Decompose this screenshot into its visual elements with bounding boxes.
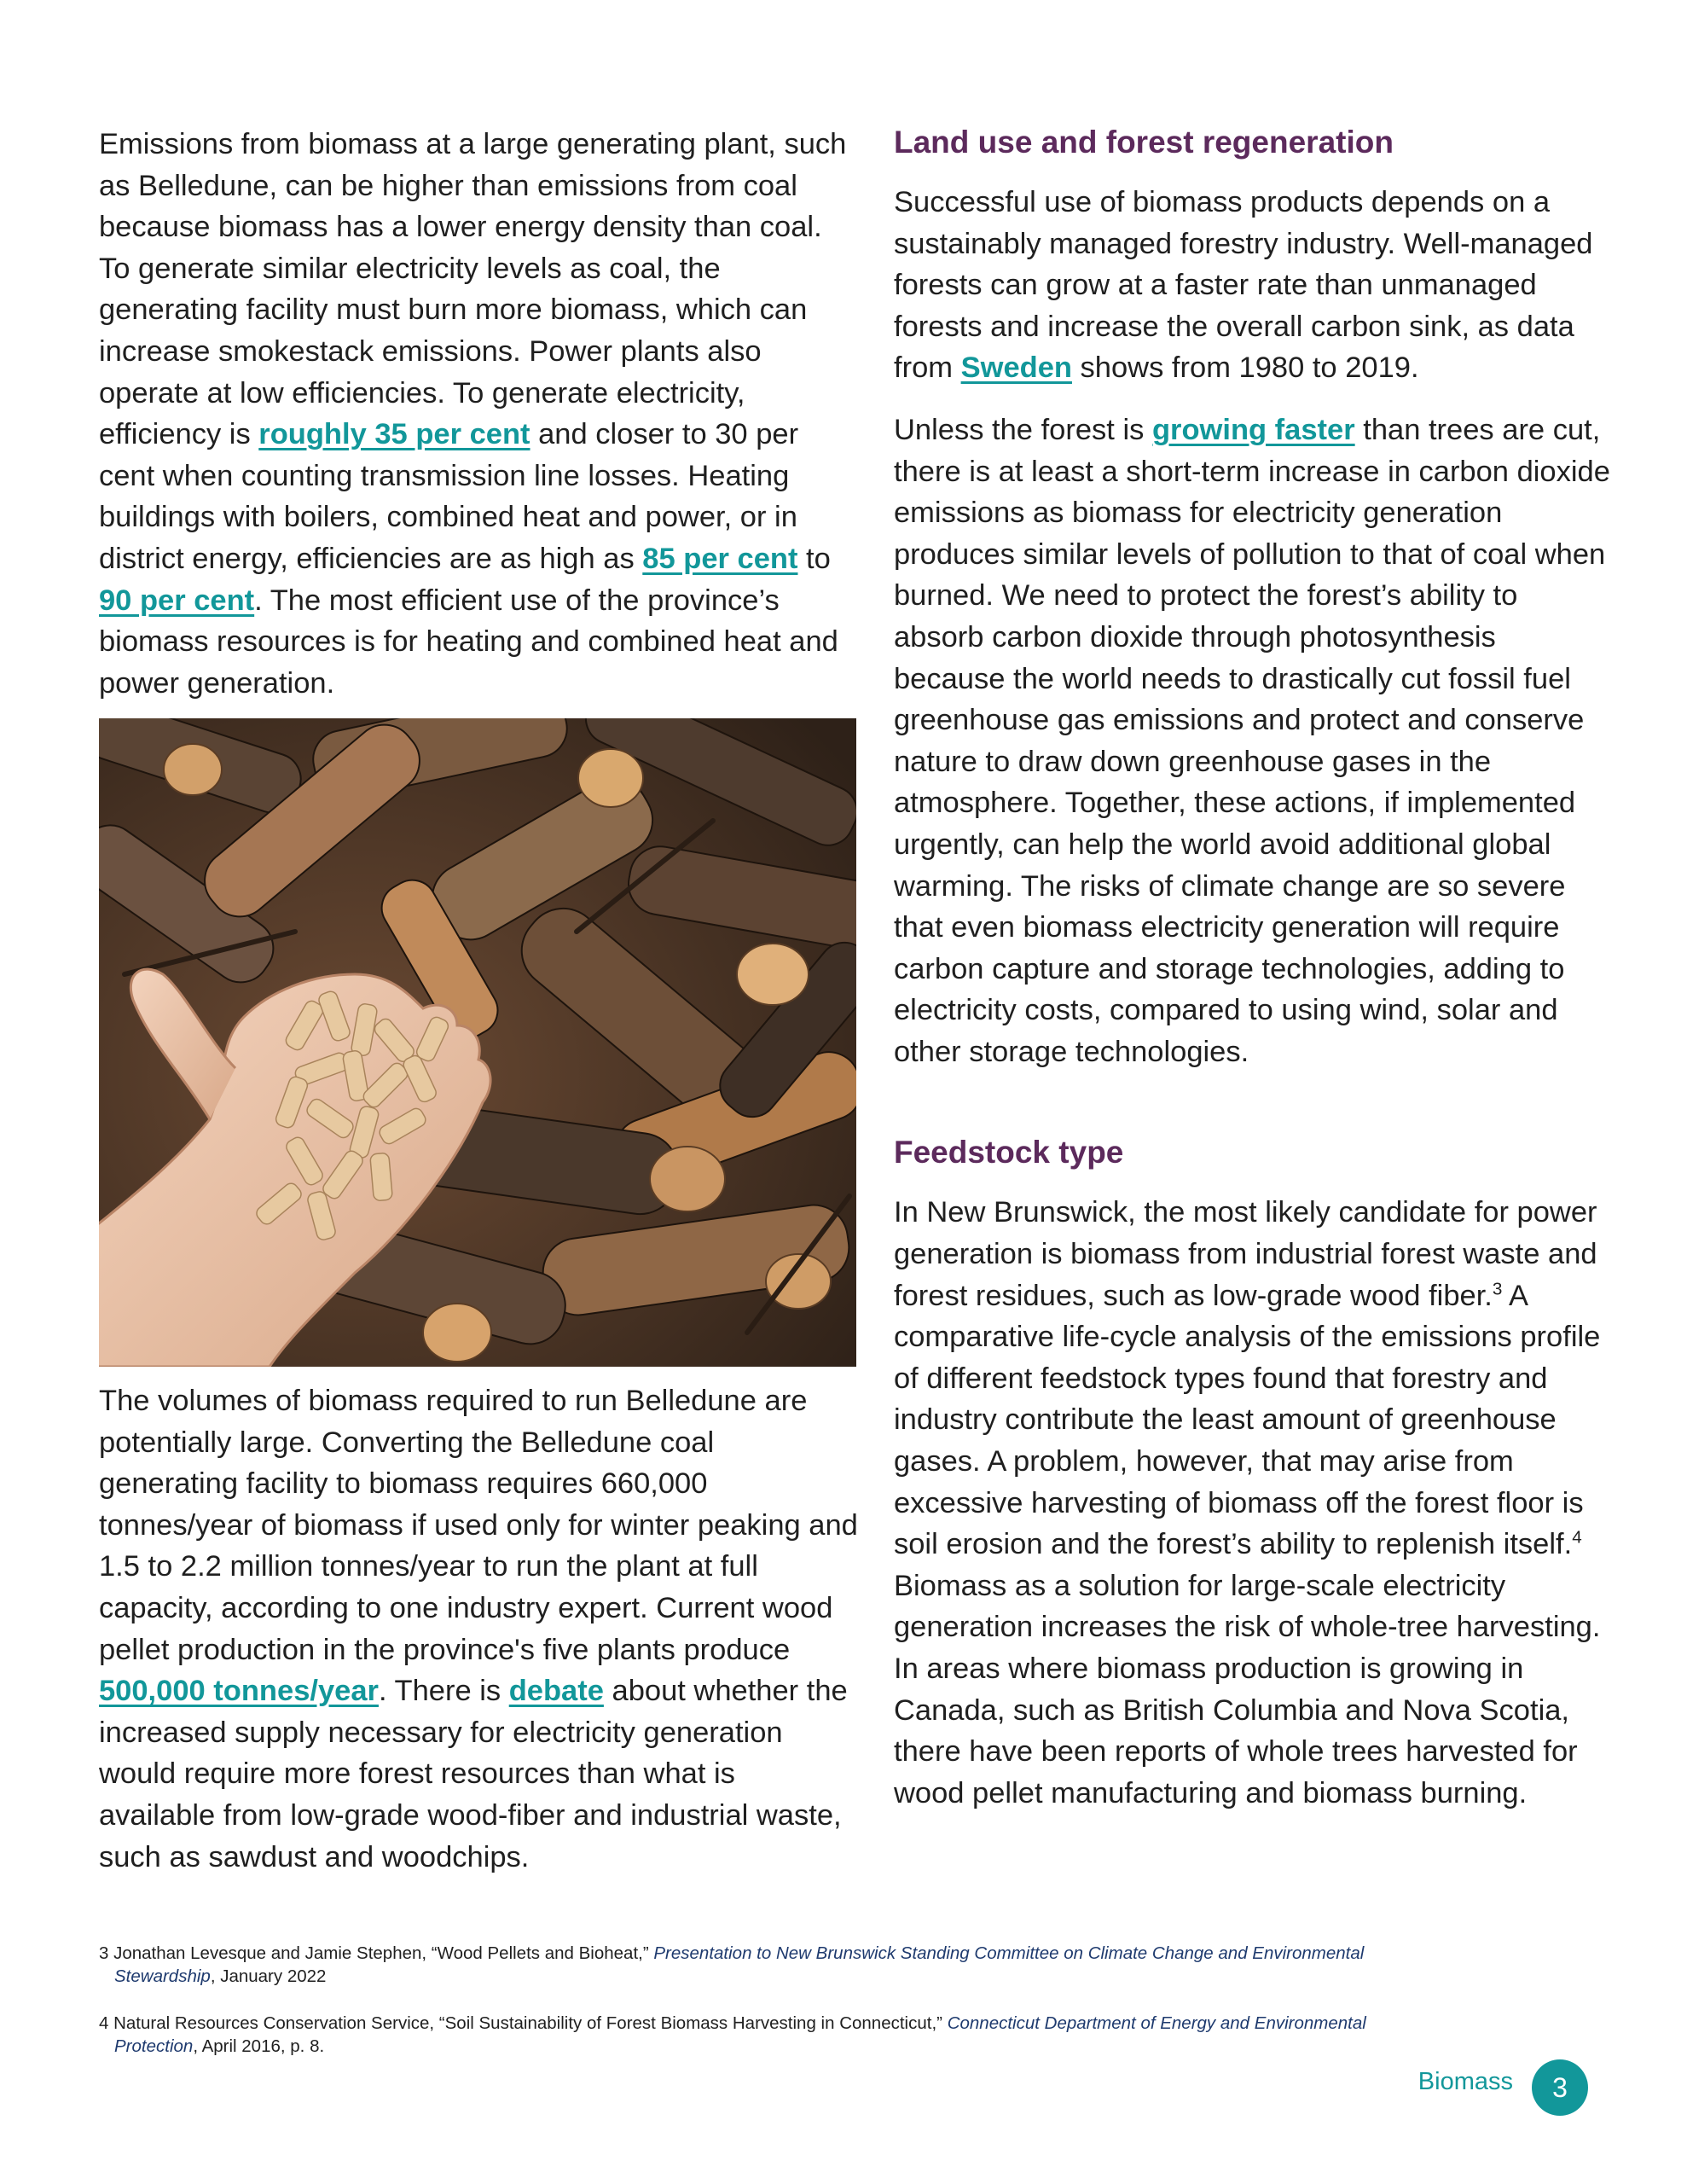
link-roughly-35-per-cent[interactable]: roughly 35 per cent [258,418,530,451]
hand-with-wood-pellets-photo-icon [99,718,856,1367]
right-paragraph-2: Unless the forest is growing faster than trees are cut, there is at least a short-term increase in carbon dioxide emissions as biomass for electricity generation produces similar levels of pollution to that of coal when burned. We need to protect the forest’s ability to absorb carbon dioxide through photosynthesis because the world needs to drastically cut fossil fuel greenhouse gas emissions and protect and conserve nature to draw down greenhouse gases in the atmosphere. Together, these actions, if implemented urgently, can help the world avoid additional global warming. The risks of climate change are so severe that even biomass electricity generation will require carbon capture and storage technologies, adding to electricity costs, compared to using wind, solar and other storage technologies. [894,413,1610,1068]
footnote-ref-3[interactable]: 3 [1492,1279,1503,1299]
footnote-3: 3 Jonathan Levesque and Jamie Stephen, “Wood Pellets and Bioheat,” Presentation to New Brunswick Standing Committee on Climate Change and Environmental Stewardship, January 2022 [99,1943,1365,1986]
right-paragraph-3: In New Brunswick, the most likely candidate for power generation is biomass from industrial forest waste and forest residues, such as low-grade wood fiber.$^3$ A comparative life-cycle analysis of the emissions profile of different feedstock types found that forestry and industry contribute the least amount of greenhouse gases. A problem, however, that may arise from excessive harvesting of biomass off the forest floor is soil erosion and the forest’s ability to replenish itself.$^4$ Biomass as a solution for large-scale electricity generation increases the risk of whole-tree harvesting. In areas where biomass production is growing in Canada, such as British Columbia and Nova Scotia, there have been reports of whole trees harvested for wood pellet manufacturing and biomass burning. [894,1196,1601,1809]
link-85-per-cent[interactable]: 85 per cent [642,542,798,575]
link-debate[interactable]: debate [508,1675,604,1708]
biomass-pellets-photo [99,718,856,1367]
right-column [894,0,1610,1814]
right-paragraph-1: Successful use of biomass products depends on a sustainably managed forestry industry. Well-managed forests can grow at a faster rate than unmanaged forests and increase the overall carbon sink, as data from Sweden shows from 1980 to 2019. [894,186,1593,385]
link-90-per-cent[interactable]: 90 per cent [99,584,255,617]
page-number-badge: 3 [1532,2059,1588,2116]
left-paragraph-1: Emissions from biomass at a large generating plant, such as Belledune, can be higher than emissions from coal because biomass has a lower energy density than coal. To generate similar electricity levels as coal, the generating facility must burn more biomass, which can increase smokestack emissions. Power plants also operate at low efficiencies. To generate electricity, efficiency is roughly 35 per cent and closer to 30 per cent when counting transmission line losses. Heating buildings with boilers, combined heat and power, or in district energy, efficiencies are as high as 85 per cent to 90 per cent. The most efficient use of the province’s biomass resources is for heating and combined heat and power generation. [99,128,847,700]
link-500000-tonnes-year[interactable]: 500,000 tonnes/year [99,1675,379,1708]
link-sweden[interactable]: Sweden [960,351,1072,385]
footer-section-label: Biomass [1417,2068,1513,2095]
footnote-4: 4 Natural Resources Conservation Service, “Soil Sustainability of Forest Biomass Harvesting in Connecticut,” Connecticut Department of Energy and Environmental Protection, April 2016, p. 8. [99,2013,1366,2056]
footnote-ref-4[interactable]: 4 [1572,1527,1582,1548]
left-column [99,0,858,1873]
left-paragraph-2: The volumes of biomass required to run Belledune are potentially large. Converting the Belledune coal generating facility to biomass requires 660,000 tonnes/year of biomass if used only for winter peaking and 1.5 to 2.2 million tonnes/year to run the plant at full capacity, according to one industry expert. Current wood pellet production in the province's five plants produce 500,000 tonnes/year. There is debate about whether the increased supply necessary for electricity generation would require more forest resources than what is available from low-grade wood-fiber and industrial waste, such as sawdust and woodchips. [99,1385,858,1873]
heading-land-use: Land use and forest regeneration [894,125,1394,160]
heading-feedstock-type: Feedstock type [894,1135,1124,1170]
link-growing-faster[interactable]: growing faster [1151,413,1355,446]
